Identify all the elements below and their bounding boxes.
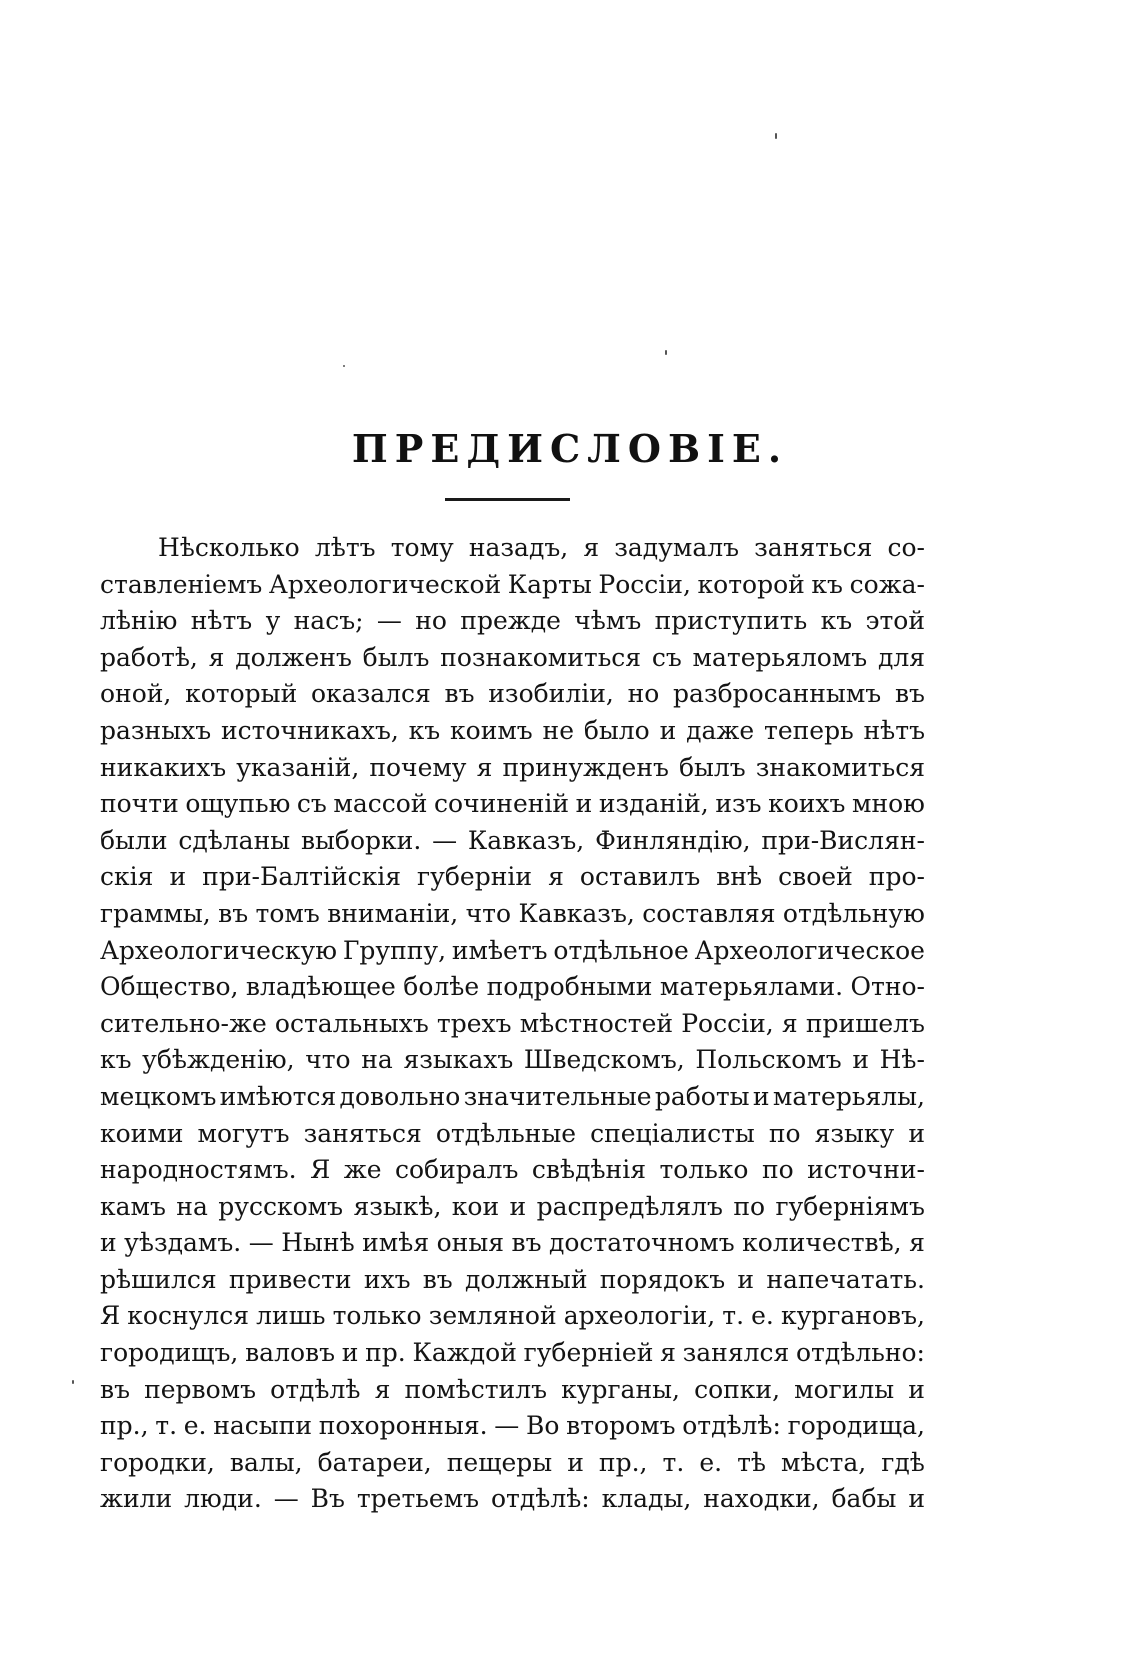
scan-speck [343,365,345,367]
text-line: ставленіемъ Археологической Карты Россіи, которой къ сожа- [100,569,925,599]
text-line: народностямъ. Я же собиралъ свѣдѣнія только по источни- [100,1155,925,1185]
text-line: къ убѣжденію, что на языкахъ Шведскомъ, Польскомъ и Нѣ- [100,1045,925,1075]
text-line: были сдѣланы выборки. — Кавказъ, Финляндію, при-Вислян- [100,825,925,855]
text-line: жили люди. — Въ третьемъ отдѣлѣ: клады, находки, бабы и [100,1484,925,1514]
text-line: Археологическую Группу, имѣетъ отдѣльное Археологическое [100,935,925,965]
text-line: работѣ, я долженъ былъ познакомиться съ матерьяломъ для [100,642,925,672]
title-divider [445,498,570,501]
text-line: Общество, владѣющее болѣе подробными матерьялами. Отно- [100,972,925,1002]
preface-body [100,530,925,1518]
text-line: никакихъ указаній, почему я принужденъ былъ знакомиться [100,752,925,782]
text-line: Я коснулся лишь только земляной археологіи, т. е. кургановъ, [100,1301,925,1331]
text-line: городки, валы, батареи, пещеры и пр., т. е. тѣ мѣста, гдѣ [100,1447,925,1477]
text-line: разныхъ источникахъ, къ коимъ не было и даже теперь нѣтъ [100,715,925,745]
scan-speck [775,133,777,139]
text-line: камъ на русскомъ языкѣ, кои и распредѣлялъ по губерніямъ [100,1191,925,1221]
text-line: мецкомъ имѣются довольно значительные работы и матерьялы, [100,1081,925,1111]
page-title: ПРЕДИСЛОВІЕ. [351,426,789,471]
text-line: городищъ, валовъ и пр. Каждой губерніей я занялся отдѣльно: [100,1338,925,1368]
text-line: рѣшился привести ихъ въ должный порядокъ и напечатать. [100,1264,925,1294]
text-line: лѣнію нѣтъ у насъ; — но прежде чѣмъ приступить къ этой [100,606,925,636]
text-line: пр., т. е. насыпи похоронныя. — Во второмъ отдѣлѣ: городища, [100,1411,925,1441]
text-line: и уѣздамъ. — Нынѣ имѣя оныя въ достаточномъ количествѣ, я [100,1228,925,1258]
scan-speck [72,1380,74,1384]
text-line: Нѣсколько лѣтъ тому назадъ, я задумалъ заняться со- [158,533,925,562]
scan-speck [665,350,667,355]
text-line: сительно-же остальныхъ трехъ мѣстностей Россіи, я пришелъ [100,1008,925,1038]
text-line: почти ощупью съ массой сочиненій и изданій, изъ коихъ мною [100,789,925,819]
text-line: оной, который оказался въ изобиліи, но разбросаннымъ въ [100,679,925,709]
text-line: граммы, въ томъ вниманіи, что Кавказъ, составляя отдѣльную [100,898,925,928]
text-line: въ первомъ отдѣлѣ я помѣстилъ курганы, сопки, могилы и [100,1374,925,1404]
text-line: скія и при-Балтійскія губерніи я оставилъ внѣ своей про- [100,862,925,892]
text-line: коими могутъ заняться отдѣльные спеціалисты по языку и [100,1118,925,1148]
